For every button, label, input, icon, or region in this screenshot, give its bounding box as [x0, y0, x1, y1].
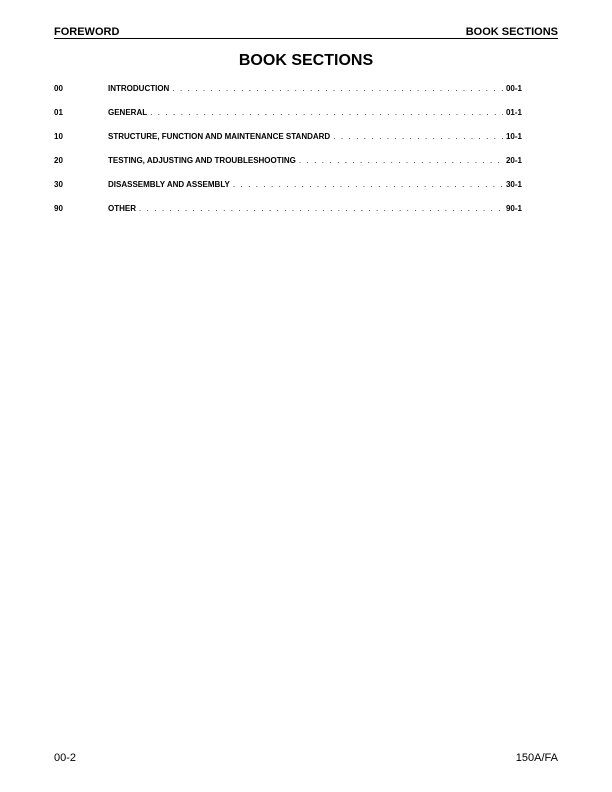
section-page: 90-1 — [505, 204, 522, 213]
section-number: 20 — [54, 156, 63, 165]
footer-model: 150A/FA — [515, 752, 558, 764]
section-number: 00 — [54, 84, 63, 93]
toc-entry-introduction[interactable] — [54, 84, 522, 108]
toc-entry-body — [108, 180, 522, 190]
toc-entry-body — [108, 204, 522, 214]
header-chapter-title: FOREWORD — [54, 26, 120, 38]
toc-entry-body — [108, 156, 522, 166]
section-page: 01-1 — [505, 108, 522, 117]
toc-entry-structure[interactable] — [54, 132, 522, 156]
dot-leader — [150, 108, 503, 118]
page-footer — [54, 751, 558, 765]
dot-leader — [333, 132, 503, 142]
footer-page-number: 00-2 — [54, 752, 77, 764]
section-number: 01 — [54, 108, 63, 117]
dot-leader — [233, 180, 503, 190]
section-page: 00-1 — [505, 84, 522, 93]
toc-entry-other[interactable] — [54, 204, 522, 228]
section-number: 10 — [54, 132, 63, 141]
section-page: 20-1 — [505, 156, 522, 165]
toc-entry-body — [108, 84, 522, 94]
dot-leader — [299, 156, 503, 166]
section-title: DISASSEMBLY AND ASSEMBLY — [108, 180, 230, 189]
toc-entry-body — [108, 108, 522, 118]
toc-entry-body — [108, 132, 522, 142]
header-section-title: BOOK SECTIONS — [465, 26, 558, 38]
section-title: TESTING, ADJUSTING AND TROUBLESHOOTING — [108, 156, 296, 165]
dot-leader — [172, 84, 503, 94]
dot-leader — [139, 204, 503, 214]
section-title: GENERAL — [108, 108, 148, 117]
toc-entry-general[interactable] — [54, 108, 522, 132]
section-page: 30-1 — [505, 180, 522, 189]
toc-entry-testing[interactable] — [54, 156, 522, 180]
section-title: OTHER — [108, 204, 136, 213]
section-title: INTRODUCTION — [108, 84, 170, 93]
toc-entry-disassembly[interactable] — [54, 180, 522, 204]
section-number: 90 — [54, 204, 63, 213]
section-number: 30 — [54, 180, 63, 189]
section-title: STRUCTURE, FUNCTION AND MAINTENANCE STANDARD — [108, 132, 331, 141]
table-of-contents — [54, 84, 522, 228]
section-page: 10-1 — [505, 132, 522, 141]
page-header — [54, 26, 558, 39]
page-title: BOOK SECTIONS — [238, 52, 374, 69]
